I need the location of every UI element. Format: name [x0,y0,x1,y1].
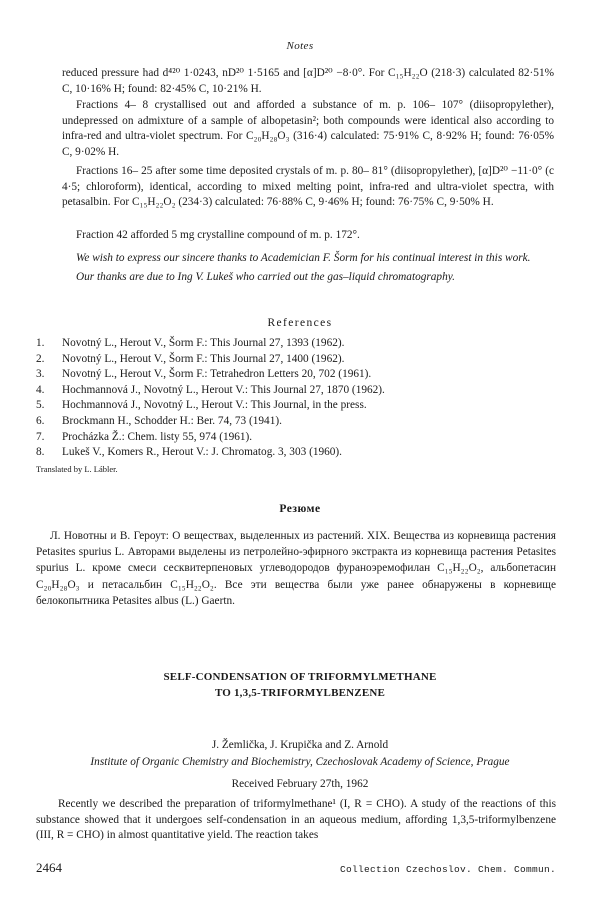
journal-name: Collection Czechoslov. Chem. Commun. [339,864,556,875]
references-list [36,336,556,461]
reference-item: 5. Hochmannová J., Novotný L., Herout V.: This Journal, in the press. [36,399,367,412]
references-heading: References [267,317,333,329]
running-head: Notes [286,40,314,52]
article-authors: J. Žemlička, J. Krupička and Z. Arnold [211,739,389,751]
fractions-16-25-text: Fractions 16– 25 after some time deposited crystals of m. p. 80– 81° (diisopropylether), [α]D²⁰ −11·0° (c 4·5; chloroform), identical, according to mixed melting point, infra-red and ultra-violet spectra, with petasalbin. For C₁₅H₂₂O₂ (234·3) calculated: 76·88% C, 9·46% H; found: 76·75% C, 9·50% H. [62,165,554,209]
article-title-line-2: TO 1,3,5-TRIFORMYLBENZENE [214,687,386,699]
reference-item: 7. Procházka Ž.: Chem. listy 55, 974 (1961). [36,430,253,443]
reference-item: 1. Novotný L., Herout V., Šorm F.: This Journal 27, 1393 (1962). [36,337,345,349]
reference-item: 6. Brockmann H., Schodder H.: Ber. 74, 73 (1941). [36,414,282,427]
resume-text: Л. Новотны и В. Героут: О веществах, выделенных из растений. XIX. Вещества из корневища растения Petasites spurius L. Авторами выделены из петролейно-эфирного экстракта из корневища растения Petasites spurius L. кроме смеси сесквитерпеновых углеводородов фураноэремофилан C₁₅H₂₂O₂, альбопетасин C₂₀H₂₈O₃ и петасальбин C₁₅H₂₂O₂. Все эти вещества были уже ранее обнаружены в корневище белокопытника Petasites albus (L.) Gaertn. [36,530,556,607]
ack-lukes: Our thanks are due to Ing V. Lukeš who carried out the gas–liquid chromatography. [76,270,455,283]
continuation-paragraph [62,66,554,97]
fractions-4-8-text: Fractions 4– 8 crystallised out and afforded a substance of m. p. 106– 107° (diisopropylether), undepressed on admixture of a sample of albopetasin²; both compounds were identical also according to infra-red and ultra-violet spectrum. For C₂₀H₂₈O₃ (316·4) calculated: 75·91% C, 8·92% H; found: 76·05% C, 9·02% H. [62,99,554,158]
fractions-4-8-paragraph [62,98,554,160]
continuation-line: reduced pressure had d⁴²⁰ 1·0243, nD²⁰ 1·5165 and [α]D²⁰ −8·0°. For C₁₅H₂₂O (218·3) calculated 82·51% C, 10·16% H; found: 82·45% C, 10·21% H. [62,67,554,95]
fractions-16-25-paragraph [62,164,554,211]
article-intro-paragraph: Recently we described the preparation of triformylmethane¹ (I, R = CHO). A study of the reactions of this substance showed that it undergoes self-condensation in an aqueous medium, affording 1,3,5-triformylbenzene (III, R = CHO) in almost quantitative yield. The reaction takes [36,798,556,842]
article-title-line-1: SELF-CONDENSATION OF TRIFORMYLMETHANE [163,671,437,683]
translator-credit: Translated by L. Lábler. [36,464,118,474]
reference-item: 8. Lukeš V., Komers R., Herout V.: J. Chromatog. 3, 303 (1960). [36,446,343,459]
acknowledgements [62,251,554,288]
reference-item: 4. Hochmannová J., Novotný L., Herout V.: This Journal 27, 1870 (1962). [36,383,385,396]
reference-item: 2. Novotný L., Herout V., Šorm F.: This Journal 27, 1400 (1962). [36,352,345,365]
fraction-42-text: Fraction 42 afforded 5 mg crystalline compound of m. p. 172°. [76,229,360,241]
fraction-42-paragraph [62,228,554,244]
ack-sorm: We wish to express our sincere thanks to Academician F. Šorm for his continual interest in this work. [76,252,531,264]
article-institute: Institute of Organic Chemistry and Biochemistry, Czechoslovak Academy of Science, Prague [90,756,510,768]
resume-heading: Резюме [279,503,321,515]
article-received-date: Received February 27th, 1962 [231,778,369,790]
page-number: 2464 [36,860,62,875]
reference-item: 3. Novotný L., Herout V., Šorm F.: Tetrahedron Letters 20, 702 (1961). [36,368,372,381]
